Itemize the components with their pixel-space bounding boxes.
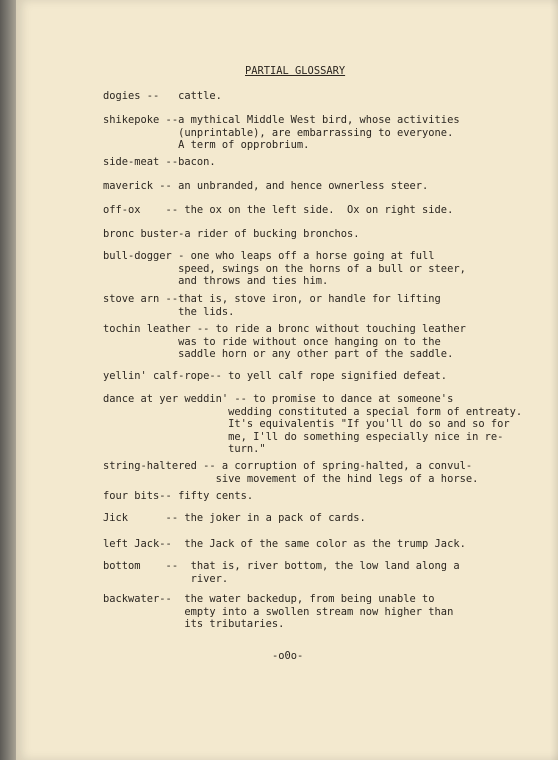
glossary-line: wedding constituted a special form of entreaty.	[103, 405, 523, 418]
glossary-entry	[103, 370, 447, 383]
glossary-entry	[103, 114, 460, 152]
glossary-line: four bits-- fifty cents.	[103, 490, 254, 502]
glossary-entry	[103, 460, 478, 485]
glossary-entry	[103, 228, 359, 241]
glossary-line: backwater-- the water backedup, from being unable to	[103, 593, 435, 605]
glossary-line: was to ride without once hanging on to the	[103, 335, 441, 348]
glossary-line: off-ox -- the ox on the left side. Ox on right side.	[103, 204, 454, 216]
glossary-entry	[103, 512, 366, 525]
glossary-line: A term of opprobrium.	[103, 139, 310, 152]
glossary-line: river.	[103, 572, 229, 585]
glossary-line: its tributaries.	[103, 618, 285, 631]
glossary-entry	[103, 393, 522, 456]
glossary-line: (unprintable), are embarrassing to everyone.	[103, 126, 454, 139]
glossary-line: maverick -- an unbranded, and hence ownerless steer.	[103, 180, 429, 192]
glossary-entry	[103, 156, 216, 169]
glossary-line: shikepoke --a mythical Middle West bird, whose activities	[103, 114, 460, 126]
glossary-line: and throws and ties him.	[103, 275, 329, 288]
glossary-entry	[103, 593, 453, 631]
end-mark: -o0o-	[272, 650, 304, 662]
glossary-line: tochin leather -- to ride a bronc without touching leather	[103, 323, 466, 335]
glossary-line: It's equivalentis "If you'll do so and so for	[103, 418, 510, 431]
glossary-line: empty into a swollen stream now higher than	[103, 605, 454, 618]
page-title: PARTIAL GLOSSARY	[245, 65, 346, 77]
glossary-line: dance at yer weddin' -- to promise to dance at someone's	[103, 393, 454, 405]
glossary-entry	[103, 560, 460, 585]
glossary-entry	[103, 490, 253, 503]
glossary-line: me, I'll do something especially nice in re-	[103, 430, 504, 443]
glossary-line: side-meat --bacon.	[103, 156, 216, 168]
glossary-entry	[103, 323, 466, 361]
glossary-entry	[103, 250, 466, 288]
glossary-line: yellin' calf-rope-- to yell calf rope signified defeat.	[103, 370, 448, 382]
glossary-line: saddle horn or any other part of the saddle.	[103, 348, 454, 361]
glossary-line: bull-dogger - one who leaps off a horse going at full	[103, 250, 435, 262]
glossary-line: Jick -- the joker in a pack of cards.	[103, 512, 366, 524]
glossary-entry	[103, 204, 453, 217]
glossary-line: sive movement of the hind legs of a horse.	[103, 472, 479, 485]
glossary-line: dogies -- cattle.	[103, 90, 222, 102]
book-binding	[0, 0, 16, 760]
glossary-line: bronc buster-a rider of bucking bronchos.	[103, 228, 360, 240]
glossary-line: bottom -- that is, river bottom, the low land along a	[103, 560, 460, 572]
glossary-line: turn."	[103, 443, 266, 456]
glossary-entry	[103, 293, 441, 318]
page-edge-shadow	[550, 0, 558, 760]
glossary-line: the lids.	[103, 305, 235, 318]
glossary-entry	[103, 180, 428, 193]
glossary-line: left Jack-- the Jack of the same color as the trump Jack.	[103, 538, 466, 550]
glossary-entry	[103, 90, 222, 103]
glossary-line: string-haltered -- a corruption of spring-halted, a convul-	[103, 460, 473, 472]
glossary-line: speed, swings on the horns of a bull or steer,	[103, 262, 466, 275]
glossary-entry	[103, 538, 466, 551]
glossary-line: stove arn --that is, stove iron, or handle for lifting	[103, 293, 441, 305]
